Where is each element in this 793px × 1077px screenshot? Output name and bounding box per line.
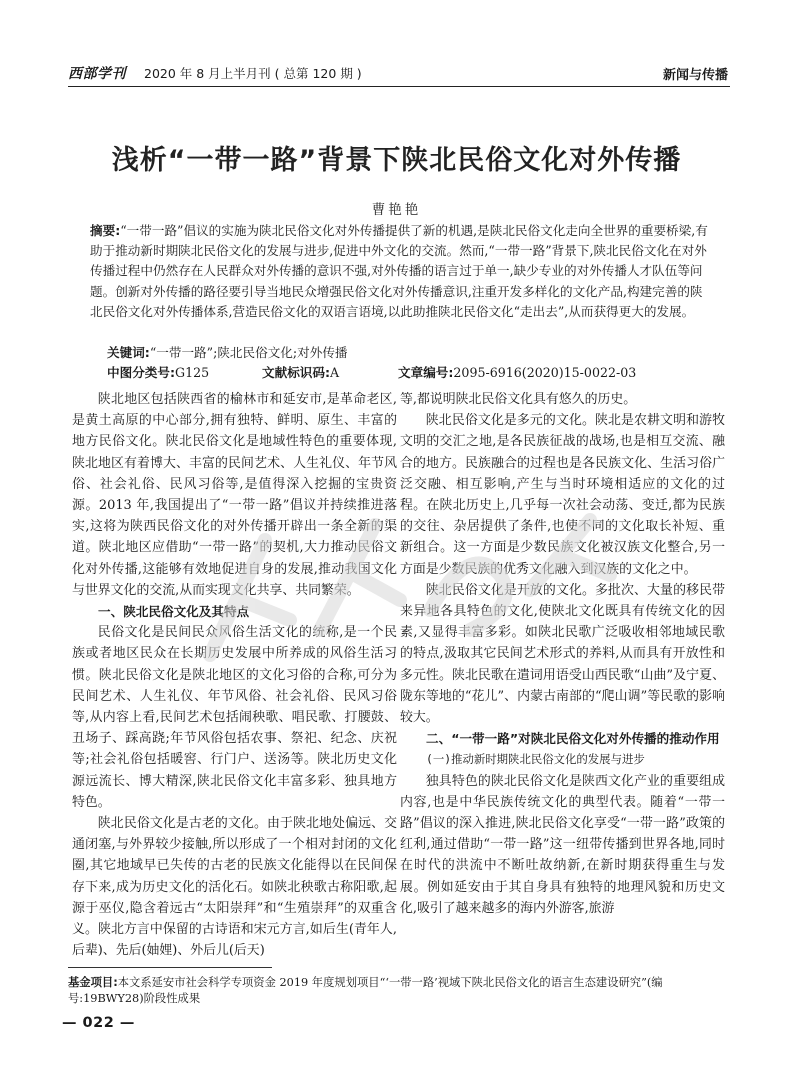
- footnote-label: 基金项目:: [68, 976, 118, 989]
- abstract-label: 摘要:: [90, 223, 121, 238]
- paragraph: 等,都说明陕北民俗文化具有悠久的历史。: [400, 392, 637, 407]
- paragraph: 民俗文化是民间民众风俗生活文化的统称,是一个民族或者地区民众在长期历史发展中所养成的风俗生活习惯。陕北民俗文化是陕北地区的文化习俗的合称,可分为民间艺术、人生礼仪、年节风俗、社会礼俗、民风习俗等,从内容上看,民间艺术包括闹秧歌、唱民歌、打腰鼓、丑场子、踩高跷;年节风俗包括农事、祭祀、纪念、庆祝等;社会礼俗包括暖窖、行门户、送汤等。陕北历史文化源远流长、博大精深,陕北民俗文化丰富多彩、独具地方特色。: [72, 625, 397, 810]
- paragraph: 陕北民俗文化是开放的文化。多批次、大量的移民带来异地各具特色的文化,使陕北文化既具有传统文化的因素,又显得丰富多彩。如陕北民歌广泛吸收相邻地域民歌的特点,汲取其它民间艺术形式的养料,从而具有开放性和多元性。陕北民歌在遣词用语受山西民歌“山曲”及宁夏、陇东等地的“花儿”、内蒙古南部的“爬山调”等民歌的影响较大。: [400, 582, 725, 726]
- paragraph: 陕北民俗文化是古老的文化。由于陕北地处偏远、交通闭塞,与外界较少接触,所以形成了一个相对封闭的文化圈,其它地域早已失传的古老的民族文化能得以在民间保存下来,成为历史文化的活化石。如陕北秧歌古称阳歌,起源于巫仪,隐含着远古“太阳崇拜”和“生殖崇拜”的双重含义。陕北方言中保留的古诗语和宋元方言,如后生(青年人,后辈)、先后(妯娌)、外后儿(后天): [72, 816, 397, 959]
- article-no-label: 文章编号:: [398, 365, 454, 380]
- clc-value: G125: [175, 365, 210, 380]
- footnote-text: 本文系延安市社会科学专项资金 2019 年度规划项目“‘一带一路’视域下陕北民俗文化的语言生态建设研究”(编号:19BWY28)阶段性成果: [68, 976, 663, 1005]
- abstract-text: “一带一路”倡议的实施为陕北民俗文化对外传播提供了新的机遇,是陕北民俗文化走向全世界的重要桥梁,有助于推动新时期陕北民俗文化的发展与进步,促进中外文化的交流。然而,“一带一路”背景下,陕北民俗文化在对外传播过程中仍然存在人民群众对外传播的意识不强,对外传播的语言过于单一,缺少专业的对外传播人才队伍等问题。创新对外传播的路径要引导当地民众增强民俗文化对外传播意识,注重开发多样化的文化产品,构建完善的陕北民俗文化对外传播体系,营造民俗文化的双语言语境,以此助推陕北民俗文化“走出去”,从而获得更大的发展。: [90, 223, 708, 319]
- article-no-value: 2095-6916(2020)15-0022-03: [453, 365, 637, 380]
- document-code: [262, 362, 339, 381]
- paragraph: 陕北地区包括陕西省的榆林市和延安市,是革命老区,是黄土高原的中心部分,拥有独特、鲜明、原生、丰富的地方民俗文化。陕北民俗文化是地域性特色的重要体现,陕北地区有着博大、丰富的民间艺术、人生礼仪、年节风俗、社会礼俗、民风习俗等,是值得深入挖掘的宝贵资源。2013 年,我国提出了“一带一路”倡议并持续推进落实,这将为陕西民俗文化的对外传播开辟出一条全新的渠道。陕北地区应借助“一带一路”的契机,大力推动民俗文化对外传播,这能够有效地促进自身的发展,推动我国文化与世界文化的交流,从而实现文化共享、共同繁荣。: [72, 392, 397, 598]
- header-rule: [68, 86, 730, 87]
- article-title: 浅析“一带一路”背景下陕北民俗文化对外传播: [111, 145, 682, 176]
- footnote: [68, 975, 730, 1007]
- paragraph: 独具特色的陕北民俗文化是陕西文化产业的重要组成内容,也是中华民族传统文化的典型代表。随着“一带一路”倡议的深入推进,陕北民俗文化享受“一带一路”政策的红利,通过借助“一带一路”这一纽带传播到世界各地,同时在时代的洪流中不断吐故纳新,在新时期获得重生与发展。例如延安由于其自身具有独特的地理风貌和历史文化,吸引了越来越多的海内外游客,旅游: [400, 773, 725, 916]
- footnote-rule: [68, 967, 272, 968]
- author-name: 曹艳艳: [371, 202, 422, 218]
- abstract: [90, 221, 715, 322]
- body-column-left: [72, 389, 397, 961]
- keywords: [107, 342, 348, 361]
- section-heading: 二、“一带一路”对陕北民俗文化对外传播的推动作用: [426, 731, 720, 747]
- running-header: [68, 62, 730, 84]
- doc-code-label: 文献标识码:: [262, 365, 331, 380]
- journal-logo: 西部学刊: [68, 66, 126, 82]
- clc-number: [107, 362, 209, 381]
- issue-info: 2020 年 8 月上半月刊 ( 总第 120 期 ): [144, 66, 362, 81]
- keywords-label: 关键词:: [107, 345, 150, 360]
- page-number: — 022 —: [62, 1015, 135, 1031]
- section-heading: 一、陕北民俗文化及其特点: [98, 604, 250, 620]
- body-column-right: [400, 389, 725, 919]
- subsection-heading: (一)推动新时期陕北民俗文化的发展与进步: [426, 752, 645, 767]
- section-name: 新闻与传播: [662, 68, 728, 83]
- article-number: [398, 362, 636, 381]
- paragraph: 陕北民俗文化是多元的文化。陕北是农耕文明和游牧文明的交汇之地,是各民族征战的战场,也是相互交流、融合的地方。民族融合的过程也是各民族文化、生活习俗广泛交融、相互影响,产生与当时环境相适应的文化的过程。在陕北历史上,几乎每一次社会动荡、变迁,都为民族的交往、杂居提供了条件,也使不同的文化取长补短、重新组合。这一方面是少数民族文化被汉族文化整合,另一方面是少数民族的优秀文化融入到汉族的文化之中。: [400, 413, 725, 577]
- keywords-text: “一带一路”;陕北民俗文化;对外传播: [149, 345, 348, 360]
- doc-code-value: A: [330, 365, 340, 380]
- clc-label: 中图分类号:: [107, 365, 176, 380]
